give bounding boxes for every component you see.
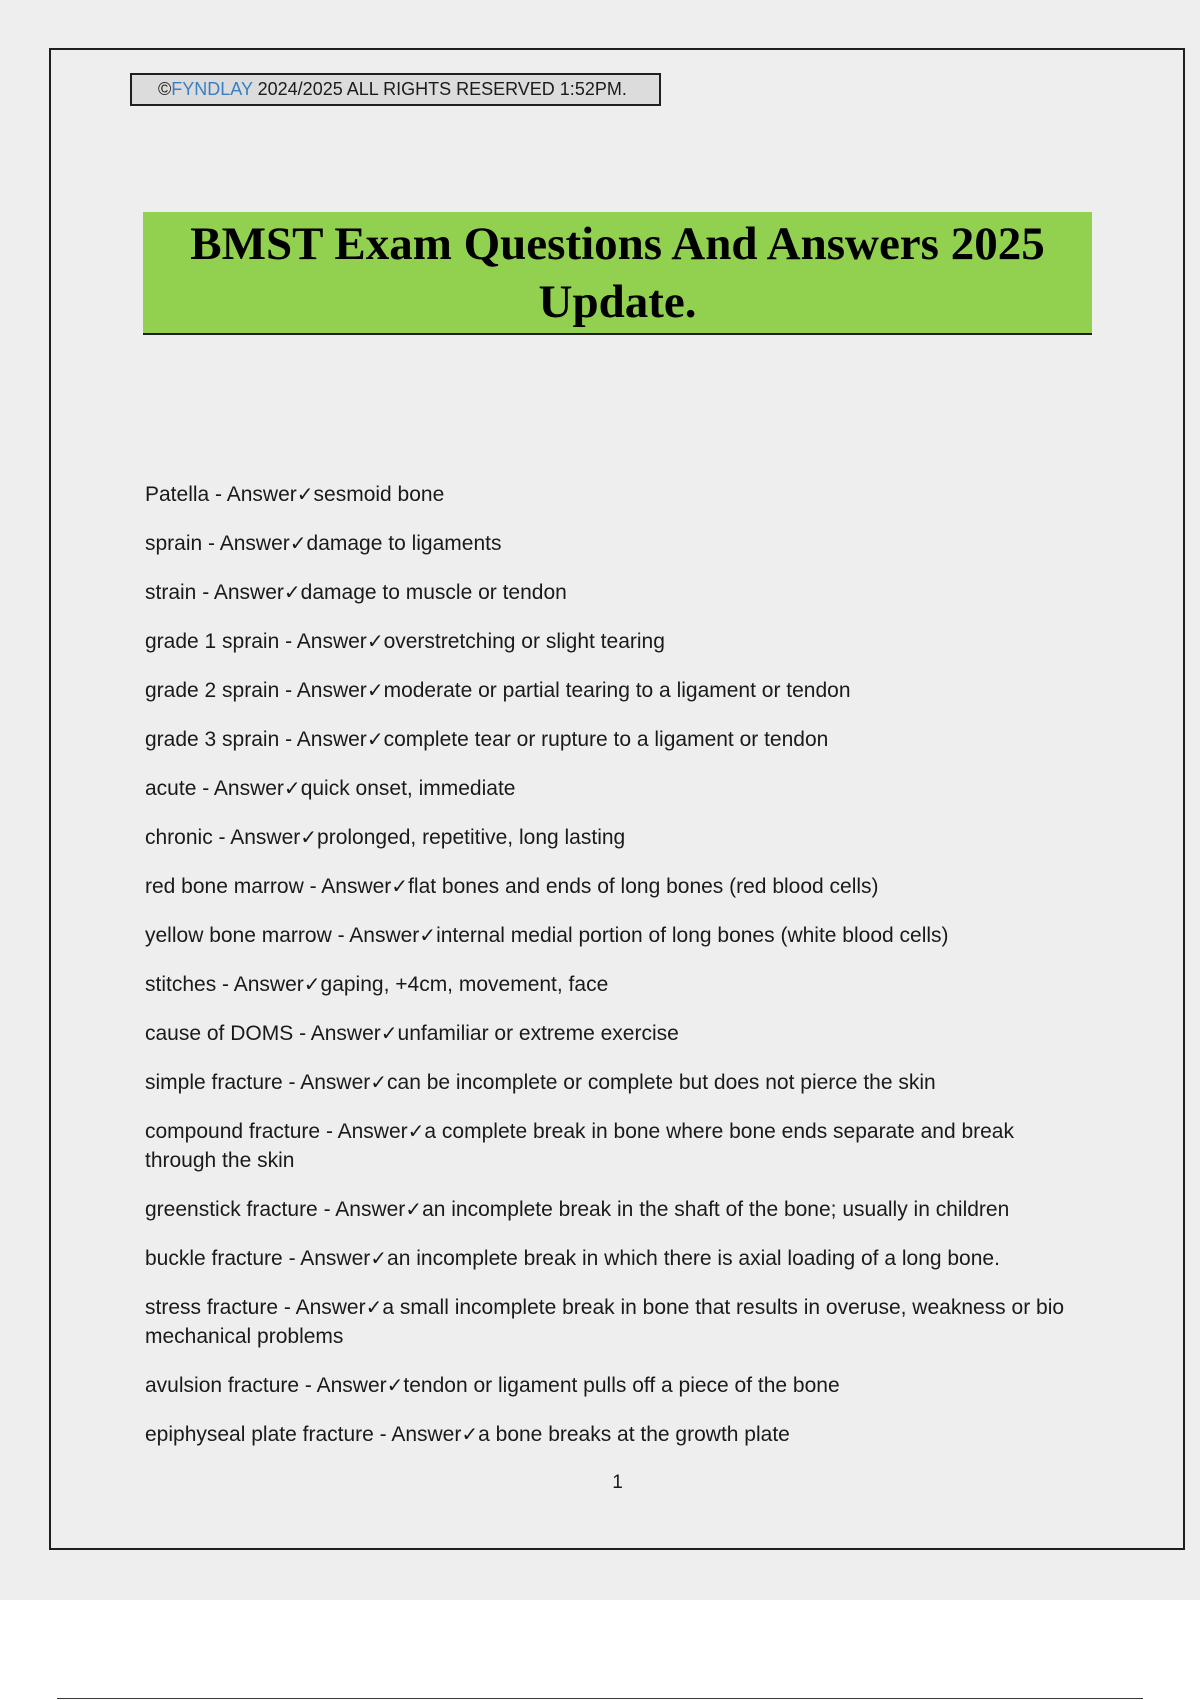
- title-line-2: Update.: [538, 275, 697, 328]
- qa-item: acute - Answer✓quick onset, immediate: [145, 776, 516, 800]
- qa-term: stress fracture: [145, 1296, 279, 1319]
- qa-term: grade 2 sprain: [145, 679, 280, 702]
- qa-item: strain - Answer✓damage to muscle or tendon: [145, 580, 567, 604]
- checkmark-icon: ✓: [366, 629, 384, 653]
- qa-term: simple fracture: [145, 1071, 283, 1094]
- qa-answer: unfamiliar or extreme exercise: [397, 1022, 679, 1045]
- checkmark-icon: ✓: [283, 776, 301, 800]
- qa-term: grade 3 sprain: [145, 728, 280, 751]
- qa-term: red bone marrow: [145, 875, 304, 898]
- answer-label: Answer: [300, 1071, 371, 1094]
- answer-label: Answer: [335, 1198, 406, 1221]
- qa-answer: sesmoid bone: [313, 483, 445, 506]
- checkmark-icon: ✓: [405, 1197, 423, 1221]
- checkmark-icon: ✓: [366, 727, 384, 751]
- answer-label: Answer: [219, 532, 290, 555]
- qa-item: sprain - Answer✓damage to ligaments: [145, 531, 502, 555]
- qa-item: red bone marrow - Answer✓flat bones and ends of long bones (red blood cells): [145, 874, 879, 898]
- qa-answer: prolonged, repetitive, long lasting: [317, 826, 626, 849]
- qa-answer: damage to ligaments: [306, 532, 502, 555]
- document-title: [190, 215, 1044, 331]
- qa-item: simple fracture - Answer✓can be incomplete or complete but does not pierce the skin: [145, 1070, 936, 1094]
- qa-term: stitches: [145, 973, 217, 996]
- title-line-1: BMST Exam Questions And Answers 2025: [190, 217, 1045, 270]
- qa-item: epiphyseal plate fracture - Answer✓a bone breaks at the growth plate: [145, 1422, 790, 1446]
- checkmark-icon: ✓: [386, 1373, 404, 1397]
- answer-label: Answer: [296, 728, 367, 751]
- qa-answer: overstretching or slight tearing: [383, 630, 665, 653]
- answer-label: Answer: [226, 483, 297, 506]
- answer-label: Answer: [321, 875, 392, 898]
- qa-item: grade 1 sprain - Answer✓overstretching or slight tearing: [145, 629, 665, 653]
- qa-answer: internal medial portion of long bones (white blood cells): [436, 924, 949, 947]
- answer-label: Answer: [391, 1423, 462, 1446]
- qa-term: yellow bone marrow: [145, 924, 332, 947]
- checkmark-icon: ✓: [289, 531, 307, 555]
- qa-term: sprain: [145, 532, 203, 555]
- qa-answer: quick onset, immediate: [300, 777, 516, 800]
- answer-label: Answer: [213, 581, 284, 604]
- answer-label: Answer: [316, 1374, 387, 1397]
- answer-label: Answer: [310, 1022, 381, 1045]
- checkmark-icon: ✓: [419, 923, 437, 947]
- qa-answer: tendon or ligament pulls off a piece of the bone: [403, 1374, 840, 1397]
- qa-answer: moderate or partial tearing to a ligament or tendon: [383, 679, 851, 702]
- qa-item: stitches - Answer✓gaping, +4cm, movement, face: [145, 972, 609, 996]
- title-banner: [143, 212, 1092, 335]
- qa-term: greenstick fracture: [145, 1198, 318, 1221]
- qa-item: grade 2 sprain - Answer✓moderate or partial tearing to a ligament or tendon: [145, 678, 851, 702]
- answer-label: Answer: [337, 1120, 408, 1143]
- copyright-rights-text: 2024/2025 ALL RIGHTS RESERVED 1:52PM.: [252, 79, 627, 99]
- qa-list: [145, 480, 1090, 1469]
- checkmark-icon: ✓: [370, 1070, 388, 1094]
- copyright-brand: FYNDLAY: [171, 79, 253, 99]
- qa-item: avulsion fracture - Answer✓tendon or ligament pulls off a piece of the bone: [145, 1373, 840, 1397]
- answer-label: Answer: [296, 679, 367, 702]
- qa-term: strain: [145, 581, 197, 604]
- qa-term: buckle fracture: [145, 1247, 283, 1270]
- qa-item: greenstick fracture - Answer✓an incomplete break in the shaft of the bone; usually in children: [145, 1197, 1010, 1221]
- qa-item: yellow bone marrow - Answer✓internal medial portion of long bones (white blood cells): [145, 923, 949, 947]
- qa-term: acute: [145, 777, 197, 800]
- bottom-divider: [57, 1698, 1143, 1699]
- checkmark-icon: ✓: [365, 1295, 383, 1319]
- qa-term: avulsion fracture: [145, 1374, 300, 1397]
- answer-label: Answer: [296, 630, 367, 653]
- checkmark-icon: ✓: [380, 1021, 398, 1045]
- answer-label: Answer: [300, 1247, 371, 1270]
- qa-term: compound fracture: [145, 1120, 321, 1143]
- qa-item: buckle fracture - Answer✓an incomplete break in which there is axial loading of a long bone.: [145, 1246, 1000, 1270]
- copyright-symbol: ©: [158, 79, 172, 99]
- checkmark-icon: ✓: [461, 1422, 479, 1446]
- answer-label: Answer: [213, 777, 284, 800]
- checkmark-icon: ✓: [296, 482, 314, 506]
- qa-answer: a bone breaks at the growth plate: [478, 1423, 790, 1446]
- checkmark-icon: ✓: [391, 874, 409, 898]
- answer-label: Answer: [349, 924, 420, 947]
- answer-label: Answer: [295, 1296, 366, 1319]
- qa-answer: a small incomplete break in bone that results in overuse, weakness or bio mechanical problems: [145, 1296, 1065, 1348]
- qa-answer: can be incomplete or complete but does not pierce the skin: [387, 1071, 936, 1094]
- qa-item: stress fracture - Answer✓a small incomplete break in bone that results in overuse, weakness or bio mechanical problems: [145, 1295, 1065, 1348]
- qa-answer: an incomplete break in which there is axial loading of a long bone.: [387, 1247, 1000, 1270]
- qa-item: chronic - Answer✓prolonged, repetitive, long lasting: [145, 825, 626, 849]
- qa-item: compound fracture - Answer✓a complete break in bone where bone ends separate and break through the skin: [145, 1119, 1014, 1172]
- qa-answer: a complete break in bone where bone ends separate and break through the skin: [145, 1120, 1014, 1172]
- qa-term: epiphyseal plate fracture: [145, 1423, 374, 1446]
- qa-term: chronic: [145, 826, 213, 849]
- answer-label: Answer: [230, 826, 301, 849]
- qa-answer: gaping, +4cm, movement, face: [320, 973, 609, 996]
- qa-answer: flat bones and ends of long bones (red blood cells): [408, 875, 879, 898]
- qa-term: grade 1 sprain: [145, 630, 280, 653]
- qa-item: Patella - Answer✓sesmoid bone: [145, 482, 445, 506]
- checkmark-icon: ✓: [370, 1246, 388, 1270]
- qa-item: cause of DOMS - Answer✓unfamiliar or extreme exercise: [145, 1021, 679, 1045]
- qa-item: grade 3 sprain - Answer✓complete tear or rupture to a ligament or tendon: [145, 727, 829, 751]
- checkmark-icon: ✓: [407, 1119, 425, 1143]
- checkmark-icon: ✓: [366, 678, 384, 702]
- checkmark-icon: ✓: [303, 972, 321, 996]
- qa-answer: complete tear or rupture to a ligament or tendon: [383, 728, 829, 751]
- checkmark-icon: ✓: [283, 580, 301, 604]
- checkmark-icon: ✓: [300, 825, 318, 849]
- answer-label: Answer: [233, 973, 304, 996]
- page-number: 1: [612, 1472, 623, 1493]
- copyright-notice: [130, 73, 661, 106]
- qa-term: cause of DOMS: [145, 1022, 294, 1045]
- qa-answer: an incomplete break in the shaft of the bone; usually in children: [422, 1198, 1010, 1221]
- qa-answer: damage to muscle or tendon: [300, 581, 567, 604]
- qa-term: Patella: [145, 483, 210, 506]
